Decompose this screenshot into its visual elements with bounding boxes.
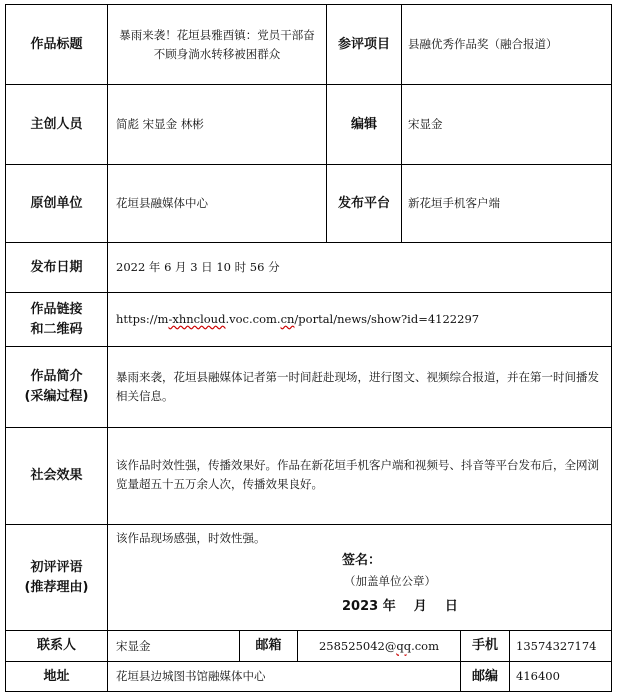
unit-value-text: 花垣县融媒体中心 <box>116 196 208 210</box>
date-value <box>108 243 611 292</box>
link-url-wavy1: -xhncloud <box>168 312 226 326</box>
review-label <box>6 525 107 630</box>
effect-value-text: 该作品时效性强，传播效果好。作品在新花垣手机客户端和视频号、抖音等平台发布后，全网浏览量超五十五万余人次，传播效果良好。 <box>116 458 599 491</box>
review-value-text: 该作品现场感强，时效性强。 <box>116 531 266 545</box>
rule-right <box>611 4 612 692</box>
address-label <box>6 662 107 691</box>
link-url-wavy2: cn <box>280 312 295 326</box>
contact-value-text: 宋显金 <box>116 638 151 653</box>
effect-value <box>108 428 611 524</box>
creators-label <box>6 85 107 164</box>
sign-date: 2023 年 月 日 <box>342 599 458 614</box>
summary-label <box>6 347 107 427</box>
link-url[interactable] <box>116 310 479 329</box>
contact-value <box>108 631 239 661</box>
review-label-line1: 初评评语 <box>30 559 83 575</box>
category-label-text: 参评项目 <box>337 36 390 52</box>
address-value-text: 花垣县边城图书馆融媒体中心 <box>116 669 266 683</box>
email-value[interactable] <box>298 631 460 661</box>
link-label-line2: 和二维码 <box>30 321 83 337</box>
date-label-text: 发布日期 <box>30 259 83 275</box>
link-label-line1: 作品链接 <box>30 301 83 317</box>
contact-label <box>6 631 107 661</box>
email-address[interactable] <box>319 637 439 656</box>
editor-value <box>402 85 611 164</box>
review-value <box>108 525 611 545</box>
title-label-text: 作品标题 <box>30 36 83 52</box>
seal-note: （加盖单位公章） <box>344 574 436 588</box>
category-label <box>327 5 401 84</box>
address-label-text: 地址 <box>43 668 70 684</box>
email-label <box>240 631 297 661</box>
platform-value <box>402 165 611 242</box>
phone-label-text: 手机 <box>471 638 498 653</box>
email-suffix: .com <box>411 638 440 653</box>
creators-value-text: 简彪 宋显金 林彬 <box>116 117 204 131</box>
creators-label-text: 主创人员 <box>30 116 83 132</box>
title-value-text: 暴雨来袭！花垣县雅酉镇：党员干部奋不顾身淌水转移被困群众 <box>119 27 315 61</box>
platform-value-text: 新花垣手机客户端 <box>408 196 500 210</box>
email-wavy: qq <box>396 638 412 653</box>
email-label-text: 邮箱 <box>255 638 282 653</box>
link-url-mid: .voc.com. <box>225 312 281 326</box>
effect-label-text: 社会效果 <box>30 468 83 483</box>
unit-value <box>108 165 326 242</box>
effect-label <box>6 428 107 524</box>
date-label <box>6 243 107 292</box>
postcode-label-text: 邮编 <box>471 668 498 684</box>
link-label <box>6 293 107 346</box>
platform-label <box>327 165 401 242</box>
summary-value <box>108 347 611 427</box>
editor-label-text: 编辑 <box>350 116 377 132</box>
unit-label <box>6 165 107 242</box>
postcode-value-text: 416400 <box>516 669 560 683</box>
summary-label-line1: 作品简介 <box>30 369 83 384</box>
link-url-suffix: /portal/news/show?id=4122297 <box>294 312 480 326</box>
editor-label <box>327 85 401 164</box>
postcode-value <box>510 662 611 691</box>
summary-value-text: 暴雨来袭，花垣县融媒体记者第一时间赶赴现场，进行图文、视频综合报道，并在第一时间播发相关信息。 <box>116 370 599 403</box>
unit-label-text: 原创单位 <box>30 195 83 211</box>
date-value-text: 2022 年 6 月 3 日 10 时 56 分 <box>116 260 280 274</box>
category-value <box>402 5 611 84</box>
category-value-text: 县融优秀作品奖（融合报道） <box>408 37 558 51</box>
creators-value <box>108 85 326 164</box>
address-value <box>108 662 460 691</box>
rule-bottom <box>5 691 612 692</box>
link-url-prefix: https://m <box>116 312 169 326</box>
title-value <box>108 5 326 84</box>
link-value[interactable] <box>108 293 611 346</box>
editor-value-text: 宋显金 <box>408 117 443 131</box>
email-prefix: 258525042@ <box>318 638 397 653</box>
review-label-line2: (推荐理由) <box>24 579 89 595</box>
postcode-label <box>461 662 509 691</box>
summary-label-line2: (采编过程) <box>24 389 89 404</box>
phone-value <box>510 631 611 661</box>
platform-label-text: 发布平台 <box>337 195 390 211</box>
phone-value-text: 13574327174 <box>516 638 597 653</box>
signature-label: 签名： <box>342 553 382 568</box>
phone-label <box>461 631 509 661</box>
award-entry-form <box>5 4 612 692</box>
title-label <box>6 5 107 84</box>
contact-label-text: 联系人 <box>36 638 76 653</box>
